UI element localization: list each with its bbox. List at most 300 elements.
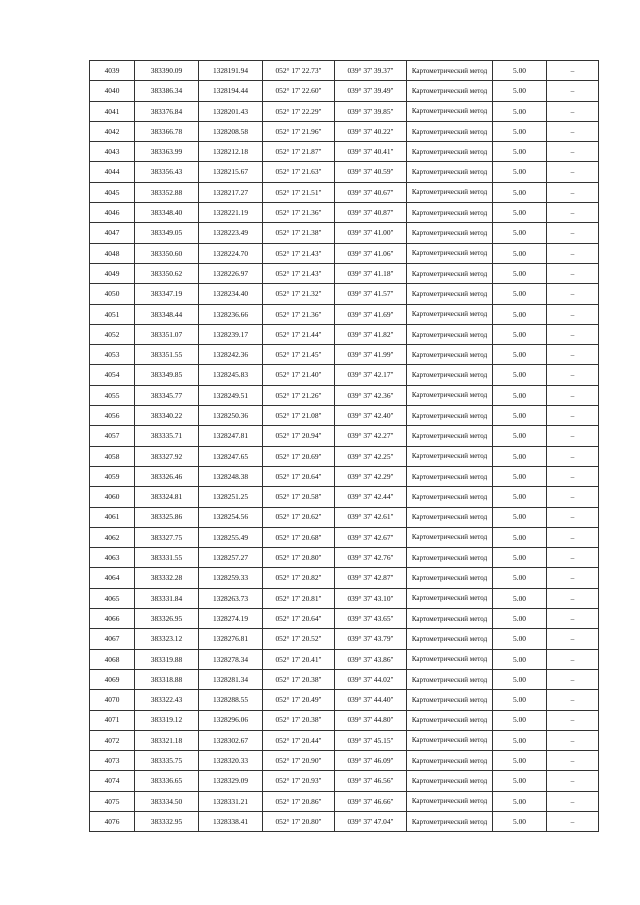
method-cell: Картометрический метод [407,487,493,507]
method-cell: Картометрический метод [407,406,493,426]
table-row [90,182,599,202]
note-cell: – [547,182,599,202]
longitude-cell: 039° 37' 41.00" [335,223,407,243]
accuracy-cell: 5.00 [493,751,547,771]
accuracy-cell: 5.00 [493,182,547,202]
point-number-cell: 4052 [90,324,135,344]
accuracy-cell: 5.00 [493,649,547,669]
latitude-cell: 052° 17' 20.58" [263,487,335,507]
point-number-cell: 4051 [90,304,135,324]
accuracy-cell: 5.00 [493,406,547,426]
accuracy-cell: 5.00 [493,771,547,791]
table-row [90,527,599,547]
latitude-cell: 052° 17' 21.32" [263,284,335,304]
latitude-cell: 052° 17' 21.87" [263,142,335,162]
latitude-cell: 052° 17' 21.26" [263,385,335,405]
table-row [90,385,599,405]
method-cell: Картометрический метод [407,101,493,121]
table-row [90,669,599,689]
table-row [90,81,599,101]
point-number-cell: 4061 [90,507,135,527]
latitude-cell: 052° 17' 21.38" [263,223,335,243]
note-cell: – [547,710,599,730]
note-cell: – [547,61,599,81]
point-number-cell: 4072 [90,730,135,750]
method-cell: Картометрический метод [407,162,493,182]
point-number-cell: 4054 [90,365,135,385]
accuracy-cell: 5.00 [493,690,547,710]
note-cell: – [547,142,599,162]
point-number-cell: 4053 [90,345,135,365]
method-cell: Картометрический метод [407,527,493,547]
y-coordinate-cell: 1328215.67 [199,162,263,182]
y-coordinate-cell: 1328194.44 [199,81,263,101]
note-cell: – [547,751,599,771]
accuracy-cell: 5.00 [493,811,547,831]
y-coordinate-cell: 1328191.94 [199,61,263,81]
point-number-cell: 4045 [90,182,135,202]
y-coordinate-cell: 1328278.34 [199,649,263,669]
accuracy-cell: 5.00 [493,446,547,466]
y-coordinate-cell: 1328239.17 [199,324,263,344]
y-coordinate-cell: 1328263.73 [199,588,263,608]
y-coordinate-cell: 1328274.19 [199,609,263,629]
method-cell: Картометрический метод [407,649,493,669]
y-coordinate-cell: 1328217.27 [199,182,263,202]
y-coordinate-cell: 1328234.40 [199,284,263,304]
method-cell: Картометрический метод [407,385,493,405]
latitude-cell: 052° 17' 20.86" [263,791,335,811]
latitude-cell: 052° 17' 21.43" [263,263,335,283]
table-row [90,223,599,243]
note-cell: – [547,690,599,710]
y-coordinate-cell: 1328259.33 [199,568,263,588]
latitude-cell: 052° 17' 20.64" [263,609,335,629]
method-cell: Картометрический метод [407,81,493,101]
longitude-cell: 039° 37' 42.87" [335,568,407,588]
note-cell: – [547,426,599,446]
longitude-cell: 039° 37' 42.29" [335,466,407,486]
note-cell: – [547,507,599,527]
note-cell: – [547,649,599,669]
method-cell: Картометрический метод [407,142,493,162]
y-coordinate-cell: 1328276.81 [199,629,263,649]
note-cell: – [547,811,599,831]
longitude-cell: 039° 37' 42.36" [335,385,407,405]
longitude-cell: 039° 37' 44.40" [335,690,407,710]
latitude-cell: 052° 17' 21.36" [263,203,335,223]
x-coordinate-cell: 383335.75 [135,751,199,771]
accuracy-cell: 5.00 [493,710,547,730]
longitude-cell: 039° 37' 39.37" [335,61,407,81]
accuracy-cell: 5.00 [493,121,547,141]
method-cell: Картометрический метод [407,751,493,771]
x-coordinate-cell: 383326.95 [135,609,199,629]
table-row [90,751,599,771]
point-number-cell: 4062 [90,527,135,547]
table-row [90,791,599,811]
point-number-cell: 4048 [90,243,135,263]
x-coordinate-cell: 383350.62 [135,263,199,283]
table-row [90,466,599,486]
method-cell: Картометрический метод [407,548,493,568]
x-coordinate-cell: 383319.12 [135,710,199,730]
y-coordinate-cell: 1328255.49 [199,527,263,547]
method-cell: Картометрический метод [407,730,493,750]
longitude-cell: 039° 37' 41.99" [335,345,407,365]
method-cell: Картометрический метод [407,182,493,202]
point-number-cell: 4042 [90,121,135,141]
accuracy-cell: 5.00 [493,791,547,811]
accuracy-cell: 5.00 [493,507,547,527]
latitude-cell: 052° 17' 22.73" [263,61,335,81]
accuracy-cell: 5.00 [493,243,547,263]
accuracy-cell: 5.00 [493,263,547,283]
method-cell: Картометрический метод [407,426,493,446]
latitude-cell: 052° 17' 20.52" [263,629,335,649]
note-cell: – [547,243,599,263]
method-cell: Картометрический метод [407,466,493,486]
x-coordinate-cell: 383390.09 [135,61,199,81]
y-coordinate-cell: 1328236.66 [199,304,263,324]
x-coordinate-cell: 383318.88 [135,669,199,689]
latitude-cell: 052° 17' 20.64" [263,466,335,486]
x-coordinate-cell: 383348.44 [135,304,199,324]
y-coordinate-cell: 1328248.38 [199,466,263,486]
latitude-cell: 052° 17' 20.41" [263,649,335,669]
note-cell: – [547,263,599,283]
note-cell: – [547,669,599,689]
latitude-cell: 052° 17' 21.63" [263,162,335,182]
x-coordinate-cell: 383332.95 [135,811,199,831]
y-coordinate-cell: 1328281.34 [199,669,263,689]
point-number-cell: 4059 [90,466,135,486]
y-coordinate-cell: 1328245.83 [199,365,263,385]
note-cell: – [547,203,599,223]
table-row [90,588,599,608]
method-cell: Картометрический метод [407,446,493,466]
y-coordinate-cell: 1328254.56 [199,507,263,527]
latitude-cell: 052° 17' 20.62" [263,507,335,527]
note-cell: – [547,487,599,507]
x-coordinate-cell: 383326.46 [135,466,199,486]
table-row [90,568,599,588]
y-coordinate-cell: 1328226.97 [199,263,263,283]
method-cell: Картометрический метод [407,61,493,81]
x-coordinate-cell: 383363.99 [135,142,199,162]
longitude-cell: 039° 37' 46.09" [335,751,407,771]
method-cell: Картометрический метод [407,568,493,588]
latitude-cell: 052° 17' 21.45" [263,345,335,365]
note-cell: – [547,304,599,324]
longitude-cell: 039° 37' 43.86" [335,649,407,669]
x-coordinate-cell: 383327.75 [135,527,199,547]
latitude-cell: 052° 17' 20.68" [263,527,335,547]
x-coordinate-cell: 383340.22 [135,406,199,426]
point-number-cell: 4063 [90,548,135,568]
y-coordinate-cell: 1328247.65 [199,446,263,466]
x-coordinate-cell: 383331.55 [135,548,199,568]
longitude-cell: 039° 37' 41.57" [335,284,407,304]
longitude-cell: 039° 37' 41.06" [335,243,407,263]
point-number-cell: 4050 [90,284,135,304]
latitude-cell: 052° 17' 20.80" [263,548,335,568]
x-coordinate-cell: 383327.92 [135,446,199,466]
note-cell: – [547,588,599,608]
table-row [90,61,599,81]
latitude-cell: 052° 17' 20.38" [263,669,335,689]
table-row [90,142,599,162]
point-number-cell: 4069 [90,669,135,689]
note-cell: – [547,791,599,811]
longitude-cell: 039° 37' 39.85" [335,101,407,121]
x-coordinate-cell: 383351.07 [135,324,199,344]
note-cell: – [547,101,599,121]
latitude-cell: 052° 17' 20.69" [263,446,335,466]
table-row [90,811,599,831]
table-row [90,406,599,426]
method-cell: Картометрический метод [407,791,493,811]
point-number-cell: 4040 [90,81,135,101]
accuracy-cell: 5.00 [493,426,547,446]
table-row [90,710,599,730]
longitude-cell: 039° 37' 40.67" [335,182,407,202]
longitude-cell: 039° 37' 40.87" [335,203,407,223]
latitude-cell: 052° 17' 21.51" [263,182,335,202]
point-number-cell: 4073 [90,751,135,771]
table-row [90,446,599,466]
table-row [90,507,599,527]
x-coordinate-cell: 383376.84 [135,101,199,121]
x-coordinate-cell: 383325.86 [135,507,199,527]
point-number-cell: 4055 [90,385,135,405]
latitude-cell: 052° 17' 21.96" [263,121,335,141]
note-cell: – [547,406,599,426]
table-row [90,426,599,446]
method-cell: Картометрический метод [407,669,493,689]
table-row [90,243,599,263]
accuracy-cell: 5.00 [493,223,547,243]
table-row [90,629,599,649]
table-row [90,324,599,344]
accuracy-cell: 5.00 [493,101,547,121]
accuracy-cell: 5.00 [493,527,547,547]
point-number-cell: 4075 [90,791,135,811]
y-coordinate-cell: 1328201.43 [199,101,263,121]
accuracy-cell: 5.00 [493,568,547,588]
point-number-cell: 4057 [90,426,135,446]
latitude-cell: 052° 17' 20.81" [263,588,335,608]
longitude-cell: 039° 37' 46.56" [335,771,407,791]
method-cell: Картометрический метод [407,345,493,365]
longitude-cell: 039° 37' 41.18" [335,263,407,283]
y-coordinate-cell: 1328224.70 [199,243,263,263]
x-coordinate-cell: 383336.65 [135,771,199,791]
table-row [90,487,599,507]
latitude-cell: 052° 17' 22.29" [263,101,335,121]
x-coordinate-cell: 383321.18 [135,730,199,750]
table-row [90,284,599,304]
note-cell: – [547,568,599,588]
point-number-cell: 4049 [90,263,135,283]
y-coordinate-cell: 1328221.19 [199,203,263,223]
longitude-cell: 039° 37' 43.10" [335,588,407,608]
accuracy-cell: 5.00 [493,669,547,689]
y-coordinate-cell: 1328331.21 [199,791,263,811]
y-coordinate-cell: 1328212.18 [199,142,263,162]
note-cell: – [547,548,599,568]
method-cell: Картометрический метод [407,121,493,141]
note-cell: – [547,446,599,466]
accuracy-cell: 5.00 [493,284,547,304]
longitude-cell: 039° 37' 39.49" [335,81,407,101]
method-cell: Картометрический метод [407,304,493,324]
table-row [90,771,599,791]
point-number-cell: 4060 [90,487,135,507]
y-coordinate-cell: 1328247.81 [199,426,263,446]
method-cell: Картометрический метод [407,690,493,710]
point-number-cell: 4074 [90,771,135,791]
accuracy-cell: 5.00 [493,487,547,507]
note-cell: – [547,162,599,182]
latitude-cell: 052° 17' 20.38" [263,710,335,730]
longitude-cell: 039° 37' 42.76" [335,548,407,568]
x-coordinate-cell: 383356.43 [135,162,199,182]
x-coordinate-cell: 383349.85 [135,365,199,385]
note-cell: – [547,324,599,344]
method-cell: Картометрический метод [407,588,493,608]
longitude-cell: 039° 37' 45.15" [335,730,407,750]
coordinates-table [89,60,599,832]
accuracy-cell: 5.00 [493,61,547,81]
accuracy-cell: 5.00 [493,466,547,486]
accuracy-cell: 5.00 [493,324,547,344]
accuracy-cell: 5.00 [493,81,547,101]
point-number-cell: 4056 [90,406,135,426]
point-number-cell: 4070 [90,690,135,710]
note-cell: – [547,609,599,629]
accuracy-cell: 5.00 [493,345,547,365]
longitude-cell: 039° 37' 44.80" [335,710,407,730]
x-coordinate-cell: 383366.78 [135,121,199,141]
note-cell: – [547,466,599,486]
y-coordinate-cell: 1328338.41 [199,811,263,831]
y-coordinate-cell: 1328257.27 [199,548,263,568]
longitude-cell: 039° 37' 42.25" [335,446,407,466]
y-coordinate-cell: 1328249.51 [199,385,263,405]
y-coordinate-cell: 1328296.06 [199,710,263,730]
accuracy-cell: 5.00 [493,588,547,608]
longitude-cell: 039° 37' 40.22" [335,121,407,141]
note-cell: – [547,121,599,141]
table-row [90,162,599,182]
x-coordinate-cell: 383350.60 [135,243,199,263]
table-row [90,649,599,669]
y-coordinate-cell: 1328223.49 [199,223,263,243]
point-number-cell: 4068 [90,649,135,669]
x-coordinate-cell: 383345.77 [135,385,199,405]
point-number-cell: 4065 [90,588,135,608]
table-row [90,548,599,568]
latitude-cell: 052° 17' 21.36" [263,304,335,324]
method-cell: Картометрический метод [407,365,493,385]
point-number-cell: 4041 [90,101,135,121]
y-coordinate-cell: 1328302.67 [199,730,263,750]
note-cell: – [547,730,599,750]
note-cell: – [547,284,599,304]
latitude-cell: 052° 17' 21.43" [263,243,335,263]
table-row [90,690,599,710]
method-cell: Картометрический метод [407,203,493,223]
y-coordinate-cell: 1328320.33 [199,751,263,771]
longitude-cell: 039° 37' 42.67" [335,527,407,547]
longitude-cell: 039° 37' 43.65" [335,609,407,629]
method-cell: Картометрический метод [407,324,493,344]
accuracy-cell: 5.00 [493,730,547,750]
table-row [90,304,599,324]
y-coordinate-cell: 1328329.09 [199,771,263,791]
table-row [90,730,599,750]
note-cell: – [547,771,599,791]
point-number-cell: 4058 [90,446,135,466]
longitude-cell: 039° 37' 40.41" [335,142,407,162]
longitude-cell: 039° 37' 42.44" [335,487,407,507]
method-cell: Картометрический метод [407,609,493,629]
table-row [90,101,599,121]
x-coordinate-cell: 383331.84 [135,588,199,608]
point-number-cell: 4064 [90,568,135,588]
point-number-cell: 4043 [90,142,135,162]
accuracy-cell: 5.00 [493,203,547,223]
note-cell: – [547,629,599,649]
point-number-cell: 4044 [90,162,135,182]
accuracy-cell: 5.00 [493,162,547,182]
y-coordinate-cell: 1328288.55 [199,690,263,710]
point-number-cell: 4067 [90,629,135,649]
point-number-cell: 4071 [90,710,135,730]
accuracy-cell: 5.00 [493,629,547,649]
table-row [90,121,599,141]
table-row [90,203,599,223]
note-cell: – [547,365,599,385]
longitude-cell: 039° 37' 47.04" [335,811,407,831]
latitude-cell: 052° 17' 21.40" [263,365,335,385]
note-cell: – [547,345,599,365]
x-coordinate-cell: 383349.05 [135,223,199,243]
x-coordinate-cell: 383322.43 [135,690,199,710]
longitude-cell: 039° 37' 41.82" [335,324,407,344]
x-coordinate-cell: 383348.40 [135,203,199,223]
accuracy-cell: 5.00 [493,365,547,385]
longitude-cell: 039° 37' 42.61" [335,507,407,527]
note-cell: – [547,527,599,547]
longitude-cell: 039° 37' 42.27" [335,426,407,446]
point-number-cell: 4047 [90,223,135,243]
latitude-cell: 052° 17' 20.80" [263,811,335,831]
table-row [90,263,599,283]
table-row [90,345,599,365]
method-cell: Картометрический метод [407,263,493,283]
longitude-cell: 039° 37' 46.66" [335,791,407,811]
table-body [90,61,599,832]
longitude-cell: 039° 37' 43.79" [335,629,407,649]
x-coordinate-cell: 383335.71 [135,426,199,446]
accuracy-cell: 5.00 [493,304,547,324]
method-cell: Картометрический метод [407,223,493,243]
y-coordinate-cell: 1328242.36 [199,345,263,365]
method-cell: Картометрический метод [407,710,493,730]
latitude-cell: 052° 17' 21.44" [263,324,335,344]
